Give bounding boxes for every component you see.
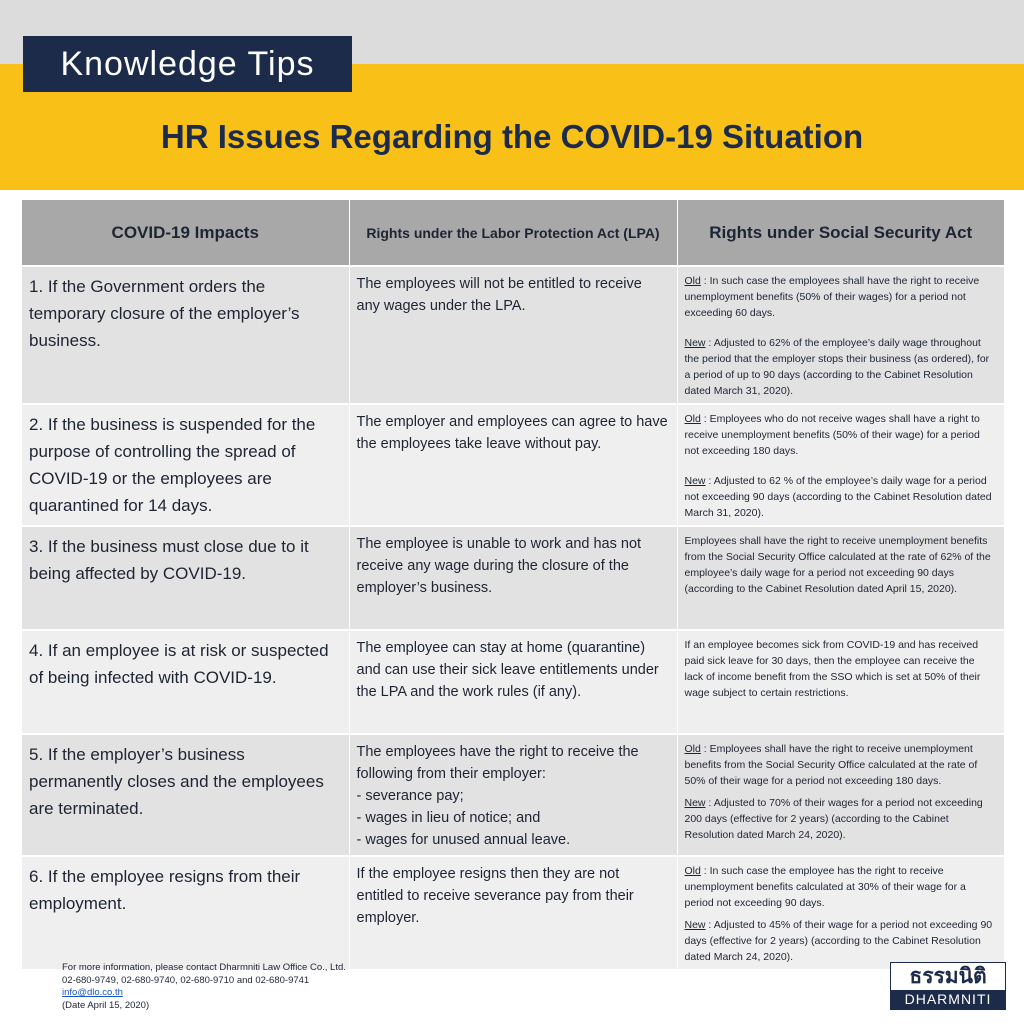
lpa-intro: The employees have the right to receive the following from their employer: [356, 744, 639, 782]
impact-cell: 1. If the Government orders the temporary closure of the employer’s business. [22, 266, 349, 404]
logo-english-text: DHARMNITI [891, 990, 1005, 1009]
table-row [22, 734, 1004, 856]
ssa-cell [677, 856, 1004, 969]
ssa-new-text: New : Adjusted to 45% of their wage for a period not exceeding 90 days (effective for 2 years) (according to the Cabinet Resolution dated March 24, 2020). [684, 919, 993, 963]
footer-date: (Date April 15, 2020) [62, 999, 150, 1011]
impact-cell: 4. If an employee is at risk or suspected of being infected with COVID-19. [22, 630, 349, 734]
old-label: Old [684, 413, 701, 425]
impact-cell: 5. If the employer’s business permanently closes and the employees are terminated. [22, 734, 349, 856]
old-label: Old [684, 275, 701, 287]
table-row [22, 630, 1004, 734]
column-header-lpa: Rights under the Labor Protection Act (LPA) [349, 200, 677, 266]
footer-contact [62, 962, 346, 1012]
email-link[interactable]: info@dlo.co.th [62, 987, 123, 998]
dharmniti-logo [890, 962, 1006, 1010]
new-label: New [684, 797, 706, 809]
ssa-cell: If an employee becomes sick from COVID-19 and has received paid sick leave for 30 days, then the employee can receive the lack of income benefit from the SSO which is set at 50% of their wage subject to certain restrictions. [677, 630, 1004, 734]
impact-cell: 2. If the business is suspended for the purpose of controlling the spread of COVID-19 or the employees are quarantined for 14 days. [22, 404, 349, 526]
table-row [22, 856, 1004, 969]
rights-table [22, 200, 1004, 969]
ssa-new-text: New : Adjusted to 62 % of the employee’s daily wage for a period not exceeding 90 days (according to the Cabinet Resolution dated March 31, 2020). [684, 475, 992, 519]
page-title: HR Issues Regarding the COVID-19 Situation [160, 118, 864, 155]
lpa-cell: The employee can stay at home (quarantine) and can use their sick leave entitlements under the LPA and the work rules (if any). [349, 630, 677, 734]
lpa-cell: The employee is unable to work and has not receive any wage during the closure of the employer’s business. [349, 526, 677, 630]
new-label: New [684, 919, 706, 931]
old-label: Old [684, 865, 701, 877]
impact-cell: 3. If the business must close due to it being affected by COVID-19. [22, 526, 349, 630]
ssa-new-text: New : Adjusted to 70% of their wages for a period not exceeding 200 days (effective for 2 years) (according to the Cabinet Resolution dated March 24, 2020). [684, 797, 983, 841]
table-header-row [22, 200, 1004, 266]
ssa-old-text: Old : In such case the employee has the right to receive unemployment benefits calculated at 30% of their wage for a period not exceeding 90 days. [684, 865, 966, 909]
lpa-cell: The employees will not be entitled to receive any wages under the LPA. [349, 266, 677, 404]
knowledge-tips-badge: Knowledge Tips [23, 36, 352, 92]
ssa-cell [677, 404, 1004, 526]
new-label: New [684, 337, 706, 349]
lpa-list-item: - severance pay; [356, 788, 464, 804]
lpa-list-item: - wages for unused annual leave. [356, 832, 571, 848]
logo-thai-text: ธรรมนิติ [909, 965, 987, 988]
ssa-new-text: New : Adjusted to 62% of the employee’s daily wage throughout the period that the employer stops their business (as ordered), for a period of up to 90 days (according to the Cabinet Resolution dated March 31, 2020). [684, 337, 990, 397]
footer-phones: 02-680-9749, 02-680-9740, 02-680-9710 and 02-680-9741 [62, 974, 310, 986]
ssa-cell [677, 266, 1004, 404]
lpa-cell [349, 734, 677, 856]
column-header-ssa: Rights under Social Security Act [677, 200, 1004, 266]
table-row [22, 526, 1004, 630]
lpa-cell: If the employee resigns then they are not entitled to receive severance pay from their employer. [349, 856, 677, 969]
ssa-old-text: Old : In such case the employees shall have the right to receive unemployment benefits (50% of their wages) for a period not exceeding 60 days. [684, 275, 980, 319]
footer-line: For more information, please contact Dharmniti Law Office Co., Ltd. [62, 962, 346, 973]
column-header-impacts: COVID-19 Impacts [22, 200, 349, 266]
ssa-cell [677, 734, 1004, 856]
lpa-cell: The employer and employees can agree to have the employees take leave without pay. [349, 404, 677, 526]
table-row [22, 266, 1004, 404]
ssa-cell: Employees shall have the right to receive unemployment benefits from the Social Security Office calculated at the rate of 62% of the employee’s daily wage for a period not exceeding 90 days (according to the Cabinet Resolution dated April 15, 2020). [677, 526, 1004, 630]
table-row [22, 404, 1004, 526]
new-label: New [684, 475, 706, 487]
ssa-old-text: Old : Employees who do not receive wages shall have a right to receive unemployment benefits (50% of their wage) for a period not exceeding 180 days. [684, 413, 980, 457]
old-label: Old [684, 743, 701, 755]
ssa-old-text: Old : Employees shall have the right to receive unemployment benefits from the Social Security Office calculated at the rate of 50% of their wage for a period not exceeding 180 days. [684, 743, 978, 787]
lpa-list-item: - wages in lieu of notice; and [356, 810, 541, 826]
impact-cell: 6. If the employee resigns from their employment. [22, 856, 349, 969]
